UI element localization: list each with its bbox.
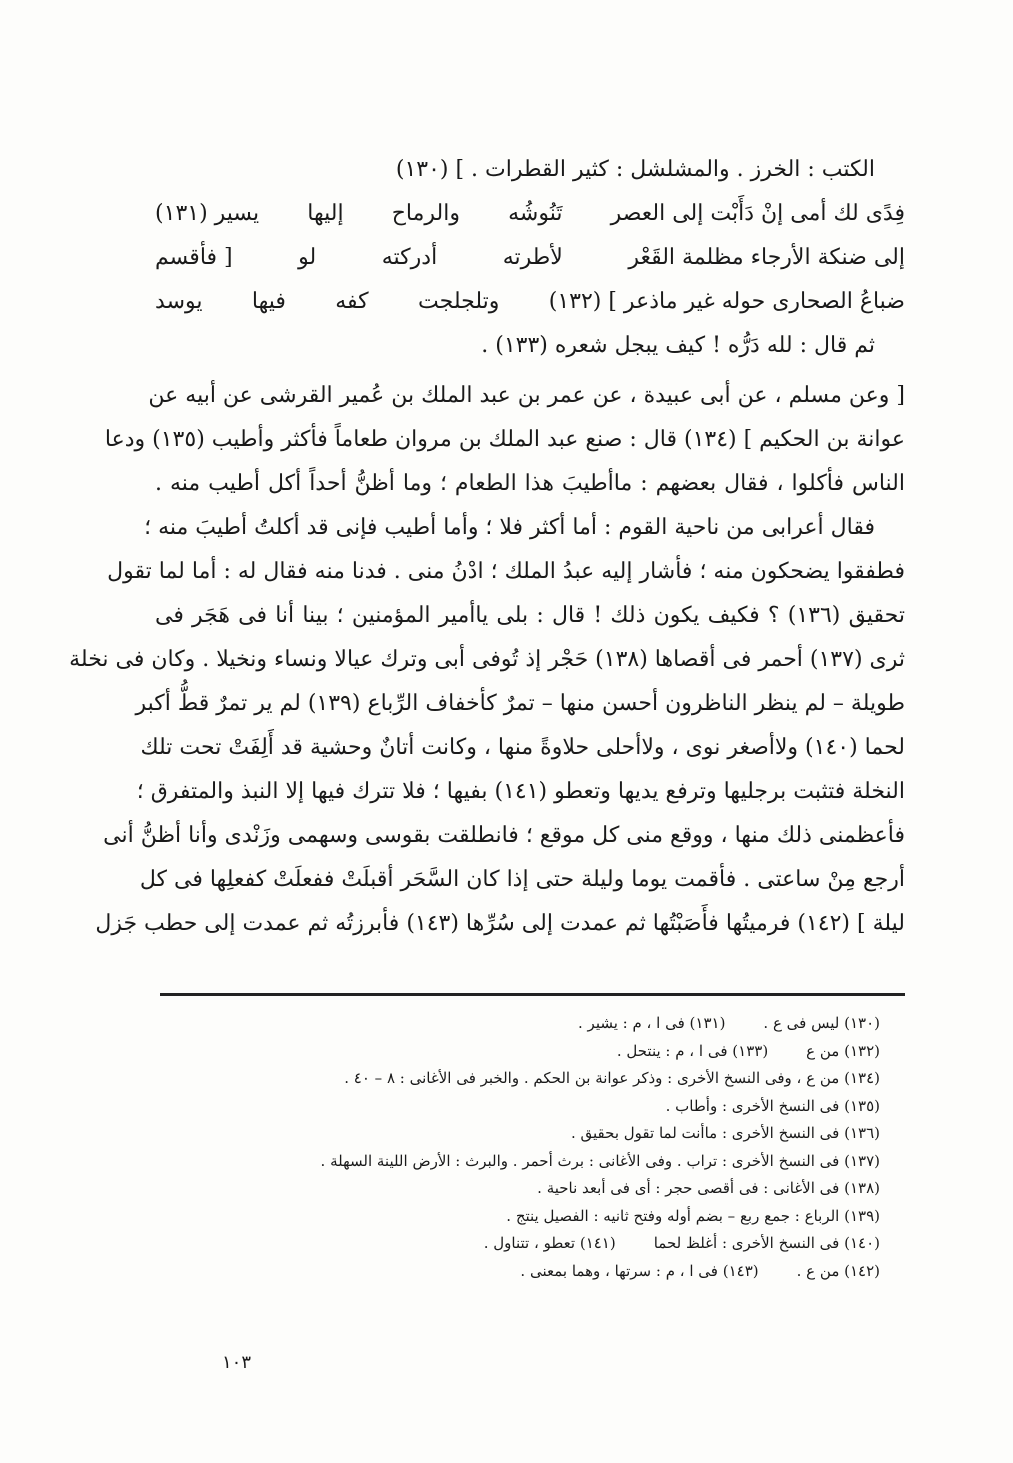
footnote-divider bbox=[160, 993, 905, 996]
verse-word: لو bbox=[298, 245, 317, 270]
verse-word: تَنُوشُه bbox=[508, 201, 563, 226]
footnote-131: (١٣١) فى ا ، م : يشير . bbox=[578, 1014, 726, 1032]
text-line: أرجع مِنْ ساعتى . فأقمت يوما وليلة حتى إذا كان السَّحَر أقبلَتْ ففعلَتْ كفعلِها فى كل bbox=[139, 867, 905, 892]
text-line: الناس فأكلوا ، فقال بعضهم : ماأطيبَ هذا الطعام ؛ وما أظنُّ أحداً أكل أطيب منه . bbox=[155, 471, 905, 496]
footnote bbox=[190, 1230, 880, 1258]
verse-word: ضباعُ الصحارى حوله غير ماذعر ] (١٣٢) bbox=[548, 289, 905, 314]
footnote bbox=[190, 1038, 880, 1066]
footnote-137: (١٣٧) فى النسخ الأخرى : تراب . وفى الأغانى : برث أحمر . والبرث : الأرض اللينة السهلة . bbox=[320, 1151, 880, 1170]
verse-word: إليها bbox=[307, 201, 344, 226]
footnote-132: (١٣٢) من ع bbox=[806, 1041, 880, 1060]
footnote bbox=[190, 1010, 880, 1038]
verse-word: [ فأقسم bbox=[155, 245, 233, 270]
verse-word: يسير (١٣١) bbox=[155, 201, 260, 226]
verse-word: أدركته bbox=[381, 245, 438, 270]
verse-word: كفه bbox=[335, 289, 369, 314]
text-line: عوانة بن الحكيم ] (١٣٤) قال : صنع عبد الملك بن مروان طعاماً فأكثر وأطيب (١٣٥) ودعا bbox=[104, 427, 905, 452]
footnote-142: (١٤٢) من ع . bbox=[796, 1261, 880, 1280]
verse-word: والرماح bbox=[391, 201, 460, 226]
verse-word: لأطرته bbox=[502, 245, 563, 270]
verse-word: يوسد bbox=[155, 289, 203, 314]
footnote bbox=[190, 1258, 880, 1286]
footnote-138: (١٣٨) فى الأغانى : فى أقصى حجر : أى فى أبعد ناحية . bbox=[537, 1179, 880, 1197]
text-line: فقال أعرابى من ناحية القوم : أما أكثر فلا ؛ وأما أطيب فإنى قد أكلتُ أطيبَ منه ؛ bbox=[144, 515, 875, 540]
verse-word: إلى ضنكة الأرجاء مظلمة القَعْر bbox=[628, 245, 905, 270]
verse-word: فِدًى لك أمى إنْ دَأَبْت إلى العصر bbox=[610, 201, 905, 226]
footnote-130: (١٣٠) ليس فى ع . bbox=[763, 1014, 880, 1032]
text-line: ثم قال : لله دَرُّه ! كيف يبجل شعره (١٣٣) . bbox=[481, 333, 875, 358]
text-line: فأعظمنى ذلك منها ، ووقع منى كل موقع ؛ فانطلقت بقوسى وسهمى وزَنْدى وأنا أظنُّ أنى bbox=[103, 823, 905, 848]
text-line: ثرى (١٣٧) أحمر فى أقصاها (١٣٨) حَجْر إذ تُوفى أبى وترك عيالا ونساء ونخيلا . وكان فى نخلة bbox=[69, 647, 905, 672]
verse-word: وتلجلجت bbox=[418, 289, 500, 314]
text-line: النخلة فتثبت برجليها وترفع يديها وتعطو (١٤١) بفيها ؛ فلا تترك فيها إلا النبذ والمتفرق ؛ bbox=[136, 779, 905, 804]
footnote-139: (١٣٩) الرباع : جمع ربع – بضم أوله وفتح ثانيه : الفصيل ينتج . bbox=[506, 1206, 880, 1225]
footnote-143: (١٤٣) فى ا ، م : سرتها ، وهما بمعنى . bbox=[520, 1261, 759, 1280]
text-line: تحقيق (١٣٦) ؟ فكيف يكون ذلك ! قال : بلى ياأمير المؤمنين ؛ بينا أنا فى هَجَر فى bbox=[155, 603, 906, 628]
text-line: [ وعن مسلم ، عن أبى عبيدة ، عن عمر بن عبد الملك بن عُمير القرشى عن أبيه عن bbox=[148, 383, 905, 408]
text-line: فطفقوا يضحكون منه ؛ فأشار إليه عبدُ الملك ؛ ادْنُ منى . فدنا منه فقال له : أما لما تقول bbox=[107, 559, 905, 584]
footnote-135: (١٣٥) فى النسخ الأخرى : وأطاب . bbox=[665, 1096, 880, 1115]
verse-line bbox=[155, 280, 905, 324]
page-number: ١٠٣ bbox=[222, 1352, 252, 1373]
text-line: الكتب : الخرز . والمشلشل : كثير القطرات . ] (١٣٠) bbox=[395, 157, 875, 182]
footnotes bbox=[190, 1010, 880, 1285]
verse-word: فيها bbox=[251, 289, 286, 314]
text-line: ليلة ] (١٤٢) فرميتُها فأَصَبْتُها ثم عمدت إلى سُرِّها (١٤٣) فأبرزتُه ثم عمدت إلى حطب جَزل bbox=[95, 911, 905, 936]
footnote-140: (١٤٠) فى النسخ الأخرى : أغلظ لحما bbox=[653, 1234, 880, 1252]
footnote-133: (١٣٣) فى ا ، م : ينتحل . bbox=[616, 1041, 769, 1060]
text-line: طويلة – لم ينظر الناظرون أحسن منها – تمرٌ كأخفاف الرِّباع (١٣٩) لم ير تمرٌ قطُّ أكبر bbox=[135, 691, 905, 716]
text-line: لحما (١٤٠) ولاأصغر نوى ، ولاأحلى حلاوةً منها ، وكانت أتانٌ وحشية قد أَلِفَتْ تحت تلك bbox=[140, 735, 905, 760]
footnote-134: (١٣٤) من ع ، وفى النسخ الأخرى : وذكر عوانة بن الحكم . والخبر فى الأغانى : ٨ – ٤٠ . bbox=[344, 1069, 880, 1087]
footnote-136: (١٣٦) فى النسخ الأخرى : ماأنت لما تقول بحقيق . bbox=[570, 1124, 880, 1142]
footnote-141: (١٤١) تعطو ، تتناول . bbox=[483, 1234, 616, 1252]
verse-line bbox=[155, 192, 905, 236]
main-text bbox=[69, 148, 906, 946]
verse-line bbox=[155, 236, 905, 280]
